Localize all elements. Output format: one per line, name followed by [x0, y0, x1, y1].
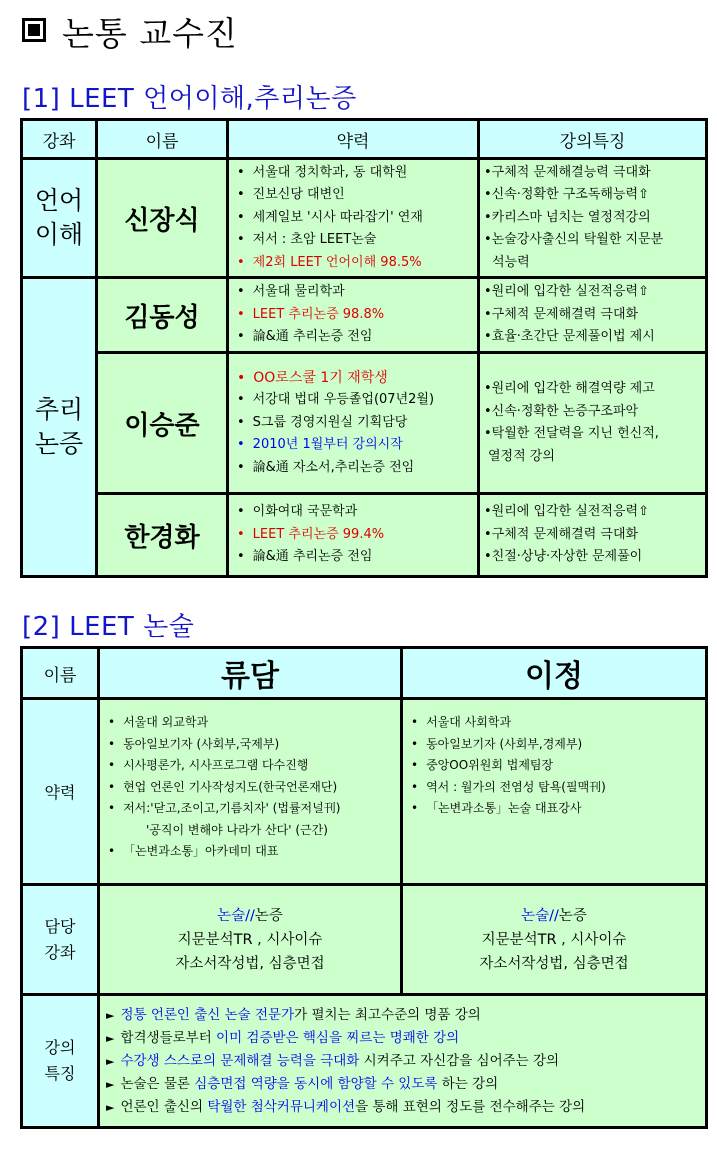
feature-item: •카리스마 넘치는 열정적강의 [484, 209, 651, 225]
career-item: • 이화여대 국문학과 [237, 501, 473, 524]
lecture-feature-item: ► 언론인 출신의 탁월한 첨삭커뮤니케이션을 통해 표현의 정도를 전수해주는 강의 [106, 1096, 699, 1119]
instructor-name: 김동성 [98, 279, 226, 351]
career-item: • 동아일보기자 (사회부,경제부) [411, 734, 701, 756]
feature-item: •구체적 문제해결력 극대화 [484, 526, 639, 542]
career-item: • 2010년 1월부터 강의시작 [237, 434, 473, 457]
instructor-name: 이정 [403, 649, 705, 697]
career-item: • LEET 추리논증 99.4% [237, 524, 473, 547]
category-language: 언어 이해 [23, 160, 95, 276]
career-cell [229, 495, 477, 575]
career-item: • 제2회 LEET 언어이해 98.5% [237, 252, 473, 275]
instructor-name: 류담 [100, 649, 400, 697]
course-cell: 논술//논증 지문분석TR , 시사이슈 자소서작성법, 심층면접 [403, 886, 705, 993]
career-cell [100, 700, 400, 883]
feature-item: •효율·초간단 문제풀이법 제시 [484, 329, 655, 345]
career-item: • 세계일보 '시사 따라잡기' 연재 [237, 207, 473, 230]
feature-item: •탁월한 전달력을 지닌 헌신적, [484, 426, 659, 441]
feature-item: •논술강사출신의 탁월한 지문분 [484, 232, 664, 248]
course-cell: 논술//논증 지문분석TR , 시사이슈 자소서작성법, 심층면접 [100, 886, 400, 993]
career-item: • 서울대 물리학과 [237, 281, 473, 304]
career-item: • S그룹 경영지원실 기획담당 [237, 412, 473, 435]
feature-item: •구체적 문제해결력 극대화 [484, 306, 639, 322]
page-title: 논통 교수진 [22, 8, 238, 55]
label-courses: 담당 강좌 [23, 886, 97, 993]
career-item: '공직이 변해야 나라가 산다' (근간) [146, 822, 328, 837]
career-item: • 서울대 정치학과, 동 대학원 [237, 162, 473, 185]
essay-table [20, 646, 708, 1129]
feature-item: 석능력 [492, 254, 530, 270]
header-career: 약력 [229, 121, 477, 157]
feature-item: •친절·상냥·자상한 문제풀이 [484, 549, 643, 565]
features-cell [480, 160, 705, 276]
career-item: • 서강대 법대 우등졸업(07년2월) [237, 389, 473, 412]
career-cell [229, 354, 477, 492]
career-cell [229, 160, 477, 276]
career-cell [403, 700, 705, 883]
career-item: • 동아일보기자 (사회부,국제부) [108, 734, 396, 756]
label-lecture-features: 강의 특징 [23, 996, 97, 1126]
career-item: • OO로스쿨 1기 재학생 [237, 367, 473, 390]
header-features: 강의특징 [480, 121, 705, 157]
lecture-feature-item: ► 논술은 물론 심층면접 역량을 동시에 함양할 수 있도록 하는 강의 [106, 1073, 699, 1096]
instructor-name: 이승준 [98, 354, 226, 492]
career-item: • 저서:'닫고,조이고,기름치자' (법률저널刊) [108, 798, 396, 820]
career-item: • 시사평론가, 시사프로그램 다수진행 [108, 755, 396, 777]
features-cell [480, 279, 705, 351]
career-item: • 서울대 사회학과 [411, 712, 701, 734]
career-item: • 論&通 추리논증 전임 [237, 326, 473, 349]
section2-title: [2] LEET 논술 [22, 612, 195, 642]
lecture-feature-item: ► 합격생들로부터 이미 검증받은 핵심을 찌르는 명쾌한 강의 [106, 1027, 699, 1050]
instructor-name: 한경화 [98, 495, 226, 575]
features-cell [480, 354, 705, 492]
feature-item: 열정적 강의 [488, 448, 555, 464]
feature-item: •원리에 입각한 실전적응력⇧ [484, 504, 649, 520]
feature-item: •원리에 입각한 해결역량 제고 [484, 381, 655, 396]
career-item: • 현업 언론인 기사작성지도(한국언론재단) [108, 777, 396, 799]
square-bullet-icon [22, 18, 46, 42]
leet-table [20, 118, 708, 578]
instructor-name: 신장식 [98, 160, 226, 276]
career-item: • 저서 : 초암 LEET논술 [237, 229, 473, 252]
career-item: • 論&通 자소서,추리논증 전임 [237, 457, 473, 480]
feature-item: •원리에 입각한 실전적응력⇧ [484, 284, 649, 300]
career-item: • 「논변과소통」아카데미 대표 [108, 841, 396, 863]
career-item: • 역서 : 월가의 전염성 탐욕(필맥刊) [411, 777, 701, 799]
career-item: • 서울대 외교학과 [108, 712, 396, 734]
feature-item: •신속·정확한 구조독해능력⇧ [484, 187, 649, 203]
career-item: • 論&通 추리논증 전임 [237, 546, 473, 569]
lecture-features-cell [100, 996, 705, 1126]
label-career: 약력 [23, 700, 97, 883]
category-reasoning: 추리 논증 [23, 279, 95, 575]
feature-item: •구체적 문제해결능력 극대화 [484, 164, 651, 180]
career-item: • 진보신당 대변인 [237, 184, 473, 207]
features-cell [480, 495, 705, 575]
lecture-feature-item: ► 수강생 스스로의 문제해결 능력을 극대화 시켜주고 자신감을 심어주는 강의 [106, 1050, 699, 1073]
header-name: 이름 [98, 121, 226, 157]
career-cell [229, 279, 477, 351]
section1-title: [1] LEET 언어이해,추리논증 [22, 84, 357, 114]
career-item: • 중앙OO위원회 법제팀장 [411, 755, 701, 777]
career-item: • LEET 추리논증 98.8% [237, 304, 473, 327]
career-item: • 「논변과소통」논술 대표강사 [411, 798, 701, 820]
header-category: 강좌 [23, 121, 95, 157]
feature-item: •신속·정확한 논증구조파악 [484, 403, 639, 419]
lecture-feature-item: ► 정통 언론인 출신 논술 전문가가 펼치는 최고수준의 명품 강의 [106, 1004, 699, 1027]
label-name: 이름 [23, 649, 97, 697]
